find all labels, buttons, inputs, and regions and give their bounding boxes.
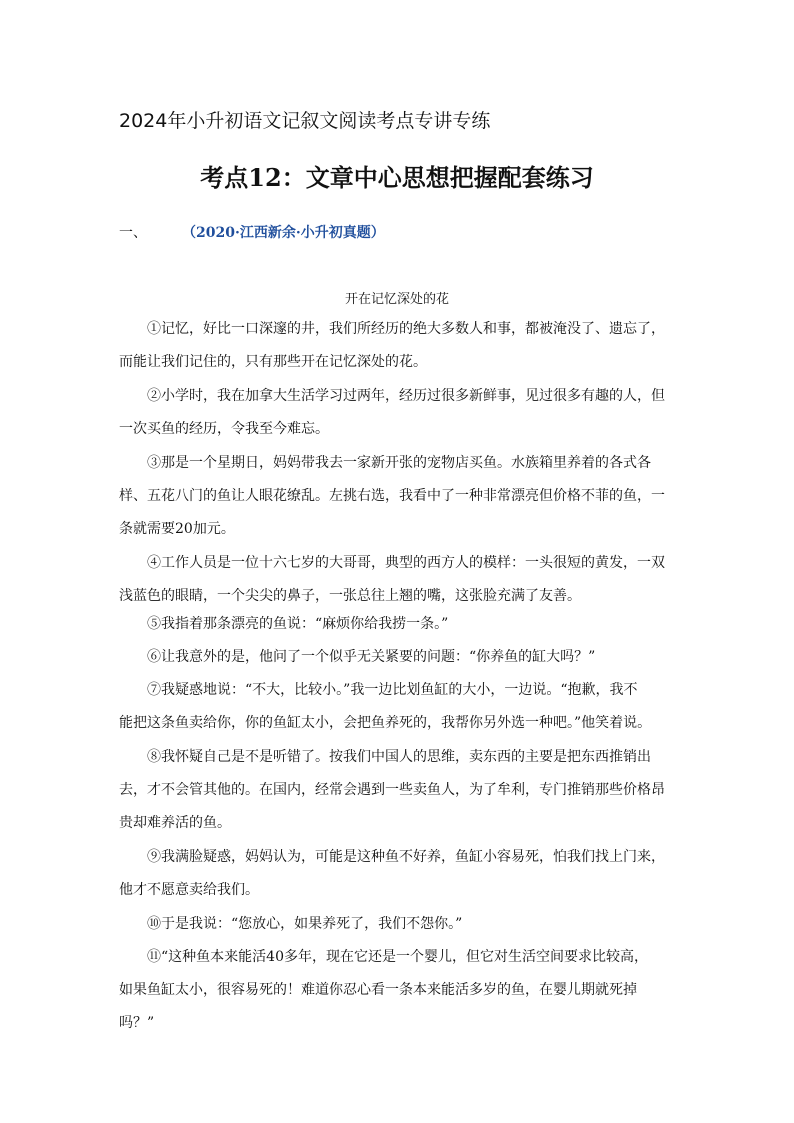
paragraph-line: 而能让我们记住的，只有那些开在记忆深处的花。 [119,354,427,370]
paragraph-line: 条就需要20加元。 [119,521,235,537]
paragraph-line: 吗？” [119,1015,155,1031]
article-paragraph [119,547,685,613]
paragraph-line: 去，才不会管其他的。在国内，经常会遇到一些卖鱼人，为了牟利，专门推销那些价格昂 [119,782,665,798]
paragraph-line: 一次买鱼的经历，令我至今难忘。 [119,421,329,437]
article-paragraph [119,313,685,379]
paragraph-line: ⑦我疑惑地说：“不大，比较小。”我一边比划鱼缸的大小，一边说。“抱歉，我不 [119,682,638,698]
article-paragraph [119,941,685,1040]
paragraph-line: ⑤我指着那条漂亮的鱼说：“麻烦你给我捞一条。” [119,616,449,632]
paragraph-line: ⑪“这种鱼本来能活40多年，现在它还是一个婴儿，但它对生活空间要求比较高， [119,949,648,965]
paragraph-line: ⑧我怀疑自己是不是听错了。按我们中国人的思维，卖东西的主要是把东西推销出 [119,749,651,765]
main-title: 考点12：文章中心思想把握配套练习 [200,163,594,192]
paragraph-line: ④工作人员是一位十六七岁的大哥哥，典型的西方人的模样：一头很短的黄发，一双 [119,555,665,571]
question-heading [119,222,385,242]
paragraph-line: ⑨我满脸疑惑，妈妈认为，可能是这种鱼不好养，鱼缸小容易死，怕我们找上门来， [119,849,665,865]
article-paragraph [119,447,685,546]
paragraph-line: 浅蓝色的眼睛，一个尖尖的鼻子，一张总往上翘的嘴，这张脸充满了友善。 [119,588,581,604]
article-paragraph [119,641,685,674]
paragraph-line: ①记忆，好比一口深邃的井，我们所经历的绝大多数人和事，都被淹没了、遗忘了， [119,321,665,337]
article-paragraph [119,380,685,446]
paragraph-line: 如果鱼缸太小，很容易死的！难道你忍心看一条本来能活多岁的鱼，在婴儿期就死掉 [119,982,637,998]
paragraph-line: 能把这条鱼卖给你，你的鱼缸太小，会把鱼养死的，我帮你另外选一种吧。”他笑着说。 [119,715,652,731]
article-paragraph [119,608,685,641]
article-paragraph [119,908,685,941]
paragraph-line: ②小学时，我在加拿大生活学习过两年，经历过很多新鲜事，见过很多有趣的人，但 [119,388,665,404]
question-source: （2020·江西新余·小升初真题） [189,225,385,241]
article-paragraph [119,674,685,740]
article-paragraph [119,841,685,907]
series-title: 2024年小升初语文记叙文阅读考点专讲专练 [119,110,491,132]
paragraph-line: 贵却难养活的鱼。 [119,815,231,831]
paragraph-line: ③那是一个星期日，妈妈带我去一家新开张的宠物店买鱼。水族箱里养着的各式各 [119,455,651,471]
article-title: 开在记忆深处的花 [344,292,449,307]
paragraph-line: ⑥让我意外的是，他问了一个似乎无关紧要的问题：“你养鱼的缸大吗？” [119,649,596,665]
article-paragraph [119,741,685,840]
paragraph-line: ⑩于是我说：“您放心，如果养死了，我们不怨你。” [119,916,463,932]
paragraph-line: 样、五花八门的鱼让人眼花缭乱。左挑右选，我看中了一种非常漂亮但价格不菲的鱼，一 [119,488,665,504]
paragraph-line: 他才不愿意卖给我们。 [119,882,259,898]
question-number: 一、 [119,225,147,241]
